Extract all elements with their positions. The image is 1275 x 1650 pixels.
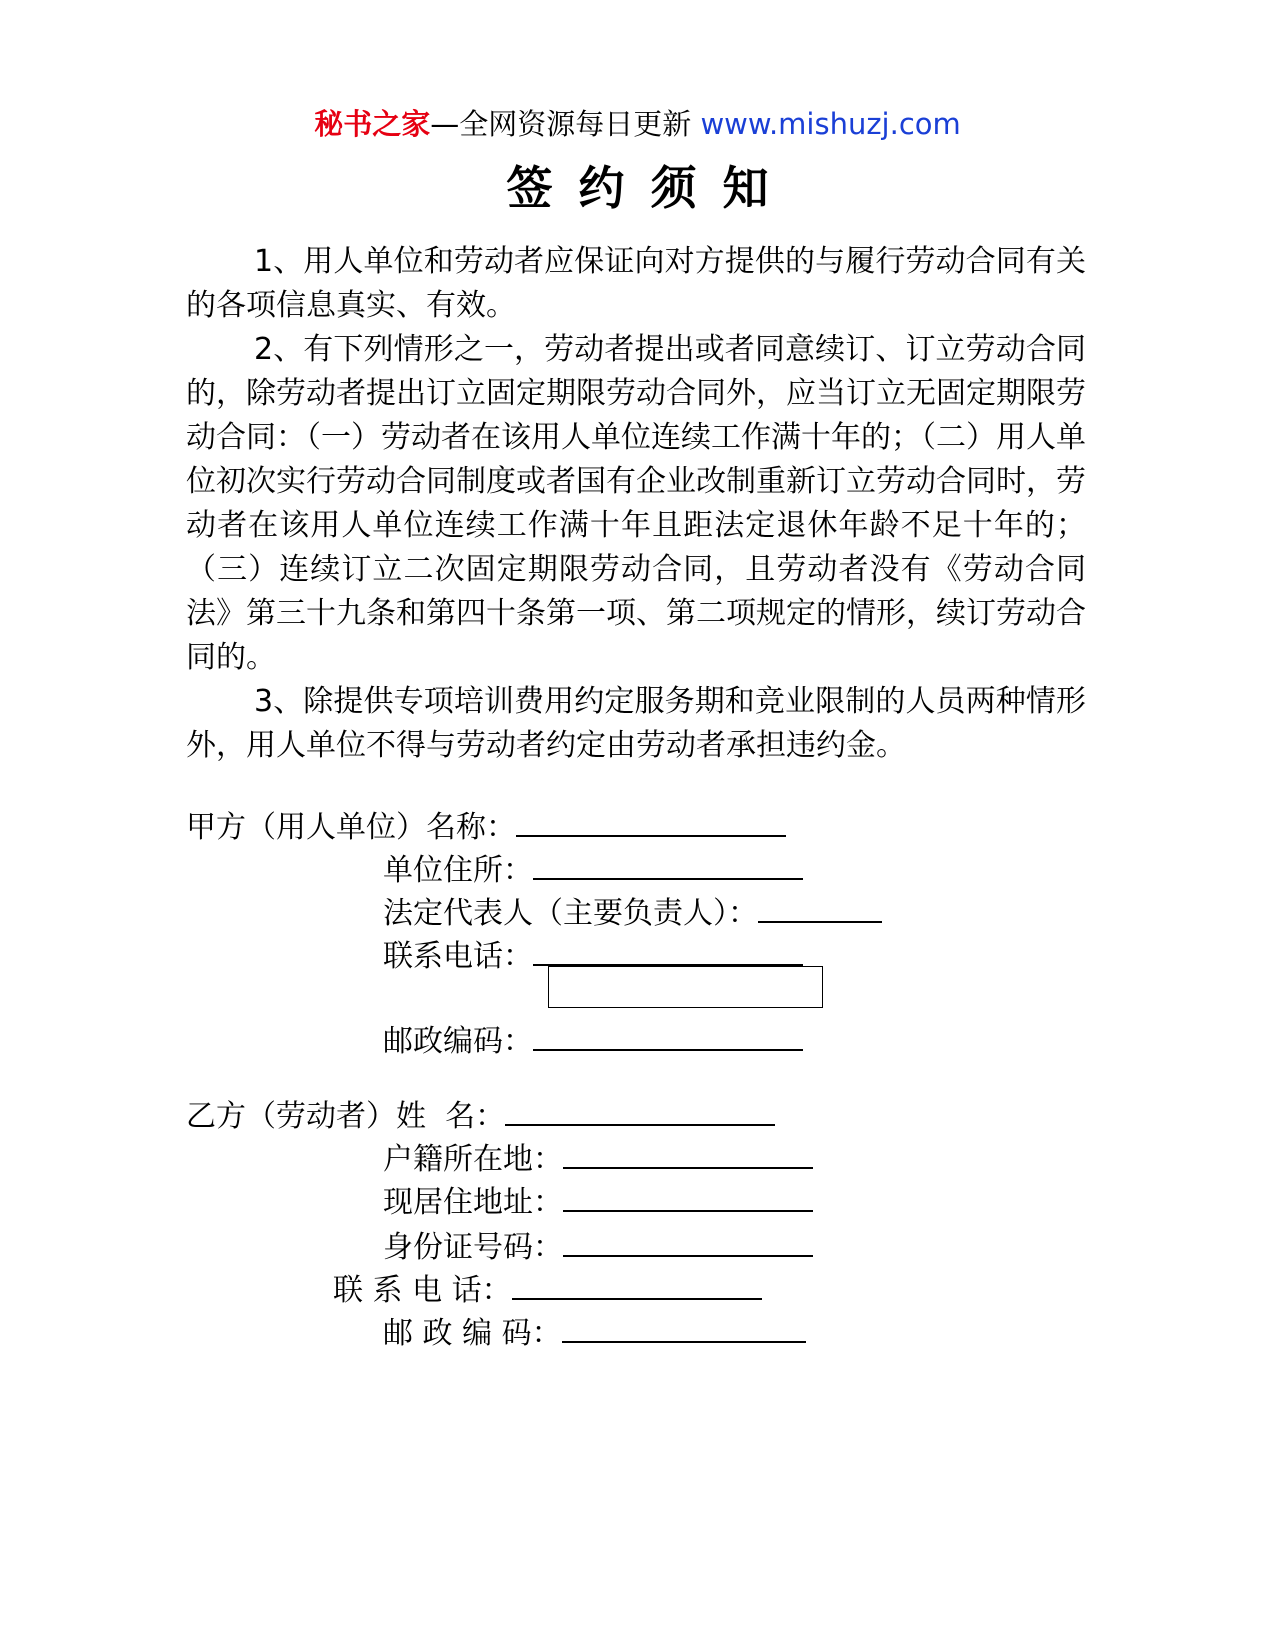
party-b-household-field[interactable]: [563, 1141, 813, 1169]
party-b-name-field[interactable]: [505, 1098, 775, 1126]
site-header: [0, 104, 1275, 144]
party-a-name-label: 甲方（用人单位）名称：: [186, 810, 516, 845]
party-b-postcode-label: 邮 政 编 码：: [383, 1316, 562, 1351]
party-b-phone-label: 联 系 电 话：: [333, 1273, 512, 1308]
party-b-name-label: 乙方（劳动者）姓 名：: [186, 1099, 506, 1134]
site-tagline: —全网资源每日更新: [430, 107, 692, 141]
document-title: 签约须知: [506, 161, 795, 215]
party-b-phone-field[interactable]: [512, 1272, 762, 1300]
party-a-legal-rep-row: [383, 894, 882, 934]
site-brand: 秘书之家: [314, 107, 431, 141]
clause-2: [186, 328, 1086, 680]
party-a-address-label: 单位住所：: [383, 853, 533, 888]
party-b-id-row: [383, 1228, 813, 1268]
party-b-name-row: [186, 1097, 775, 1137]
party-b-residence-field[interactable]: [563, 1184, 813, 1212]
clause-1: [186, 240, 1086, 328]
party-b-id-label: 身份证号码：: [383, 1230, 563, 1265]
party-a-name-row: [186, 808, 786, 848]
clause-1-text: 1、用人单位和劳动者应保证向对方提供的与履行劳动合同有关的各项信息真实、有效。: [186, 244, 1086, 323]
party-a-legal-rep-field[interactable]: [758, 895, 882, 923]
party-a-legal-rep-label: 法定代表人（主要负责人）：: [383, 896, 758, 931]
party-b-id-field[interactable]: [563, 1229, 813, 1257]
clause-3-text: 3、除提供专项培训费用约定服务期和竞业限制的人员两种情形外，用人单位不得与劳动者约定由劳动者承担违约金。: [186, 684, 1086, 763]
party-a-phone-field[interactable]: [533, 938, 803, 966]
party-a-postcode-field[interactable]: [533, 1023, 803, 1051]
party-b-postcode-row: [383, 1314, 806, 1354]
party-b-residence-row: [383, 1183, 813, 1223]
party-b-household-row: [383, 1140, 813, 1180]
party-b-household-label: 户籍所在地：: [383, 1142, 563, 1177]
party-a-name-field[interactable]: [516, 809, 786, 837]
party-b-residence-label: 现居住地址：: [383, 1185, 563, 1220]
party-a-postcode-row: [383, 1022, 803, 1062]
party-a-address-row: [383, 851, 803, 891]
party-b-phone-row: [333, 1271, 762, 1311]
clause-2-text: 2、有下列情形之一，劳动者提出或者同意续订、订立劳动合同的，除劳动者提出订立固定期限劳动合同外，应当订立无固定期限劳动合同：（一）劳动者在该用人单位连续工作满十年的；（二）用人单位初次实行劳动合同制度或者国有企业改制重新订立劳动合同时，劳动者在该用人单位连续工作满十年且距法定退休年龄不足十年的；（三）连续订立二次固定期限劳动合同，且劳动者没有《劳动合同法》第三十九条和第四十条第一项、第二项规定的情形，续订劳动合同的。: [186, 332, 1086, 675]
party-a-phone-box: [548, 966, 823, 1008]
party-a-postcode-label: 邮政编码：: [383, 1024, 533, 1059]
party-b-postcode-field[interactable]: [562, 1315, 806, 1343]
clause-3: [186, 680, 1086, 768]
site-url-link[interactable]: www.mishuzj.com: [700, 107, 961, 141]
party-a-address-field[interactable]: [533, 852, 803, 880]
party-a-phone-label: 联系电话：: [383, 939, 533, 974]
